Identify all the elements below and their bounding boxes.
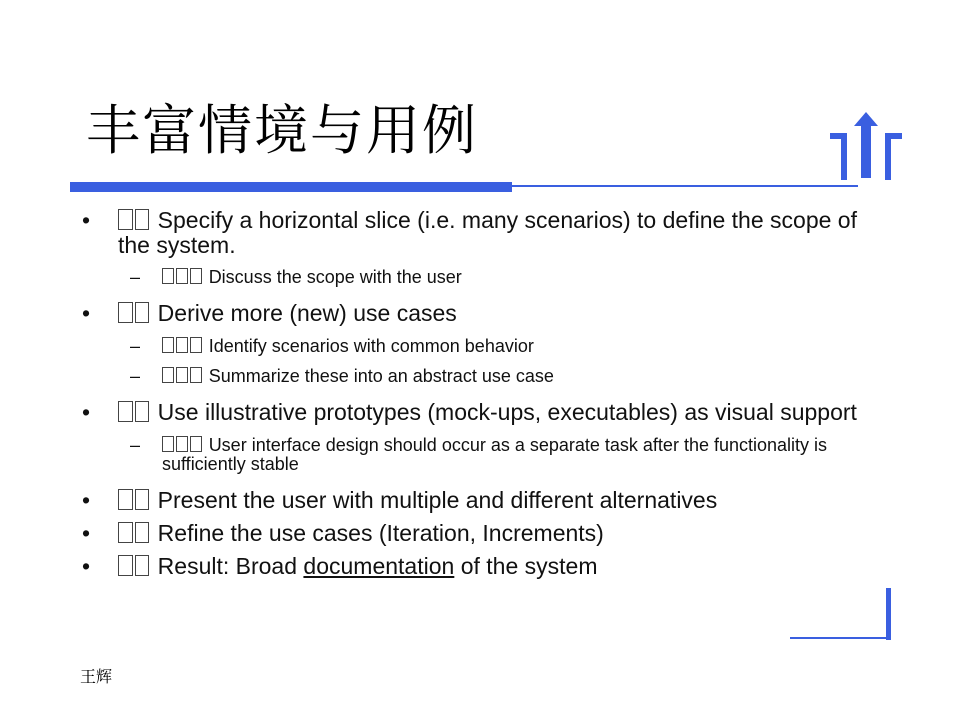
bullet-item bbox=[82, 488, 882, 513]
underlined-term: documentation bbox=[303, 553, 455, 579]
slide-title: 丰富情境与用例 bbox=[86, 99, 478, 162]
missing-glyphs-icon bbox=[162, 436, 204, 455]
missing-glyphs-icon bbox=[118, 302, 151, 326]
missing-glyphs-icon bbox=[162, 337, 204, 356]
bullet-marker: • bbox=[82, 207, 91, 233]
missing-glyphs-icon bbox=[162, 268, 204, 287]
arrows-up-icon bbox=[826, 108, 906, 188]
title-underline-thick bbox=[70, 182, 512, 192]
missing-glyphs-icon bbox=[118, 401, 151, 425]
bullet-marker: • bbox=[82, 300, 91, 326]
title-underline-thin bbox=[512, 185, 858, 187]
sub-bullet-item bbox=[82, 268, 882, 287]
bullet-marker: • bbox=[82, 487, 91, 513]
corner-accent-horizontal bbox=[790, 637, 890, 639]
sub-bullet-marker: – bbox=[130, 267, 141, 287]
missing-glyphs-icon bbox=[118, 209, 151, 233]
bullet-item bbox=[82, 521, 882, 546]
sub-bullet-marker: – bbox=[130, 435, 141, 455]
bullet-text-after: of the system bbox=[454, 553, 598, 579]
missing-glyphs-icon bbox=[162, 367, 204, 386]
sub-bullet-text: User interface design should occur as a separate task after the functionality is sufficiently stable bbox=[162, 435, 828, 474]
bullet-text: Derive more (new) use cases bbox=[157, 300, 457, 326]
bullet-text-before: Result: Broad bbox=[157, 553, 304, 579]
sub-bullet-marker: – bbox=[130, 366, 141, 386]
bullet-marker: • bbox=[82, 399, 91, 425]
sub-bullet-text: Identify scenarios with common behavior bbox=[208, 336, 534, 356]
sub-bullet-text: Summarize these into an abstract use case bbox=[208, 366, 554, 386]
missing-glyphs-icon bbox=[118, 522, 151, 546]
bullet-marker: • bbox=[82, 520, 91, 546]
bullet-text: Specify a horizontal slice (i.e. many scenarios) to define the scope of the system. bbox=[118, 207, 857, 258]
sub-bullet-marker: – bbox=[130, 336, 141, 356]
bullet-item bbox=[82, 208, 882, 257]
missing-glyphs-icon bbox=[118, 555, 151, 579]
bullet-marker: • bbox=[82, 553, 91, 579]
bullet-list bbox=[82, 208, 882, 579]
bullet-text: Use illustrative prototypes (mock-ups, executables) as visual support bbox=[157, 399, 857, 425]
sub-bullet-item bbox=[82, 436, 882, 474]
bullet-text: Present the user with multiple and different alternatives bbox=[157, 487, 718, 513]
bullet-text: Refine the use cases (Iteration, Increments) bbox=[157, 520, 604, 546]
sub-bullet-text: Discuss the scope with the user bbox=[208, 267, 462, 287]
bullet-item bbox=[82, 554, 882, 579]
missing-glyphs-icon bbox=[118, 489, 151, 513]
footer-author: 王辉 bbox=[80, 667, 113, 686]
sub-bullet-item bbox=[82, 367, 882, 386]
sub-bullet-item bbox=[82, 337, 882, 356]
bullet-item bbox=[82, 400, 882, 425]
bullet-item bbox=[82, 301, 882, 326]
corner-accent-vertical bbox=[886, 588, 891, 640]
